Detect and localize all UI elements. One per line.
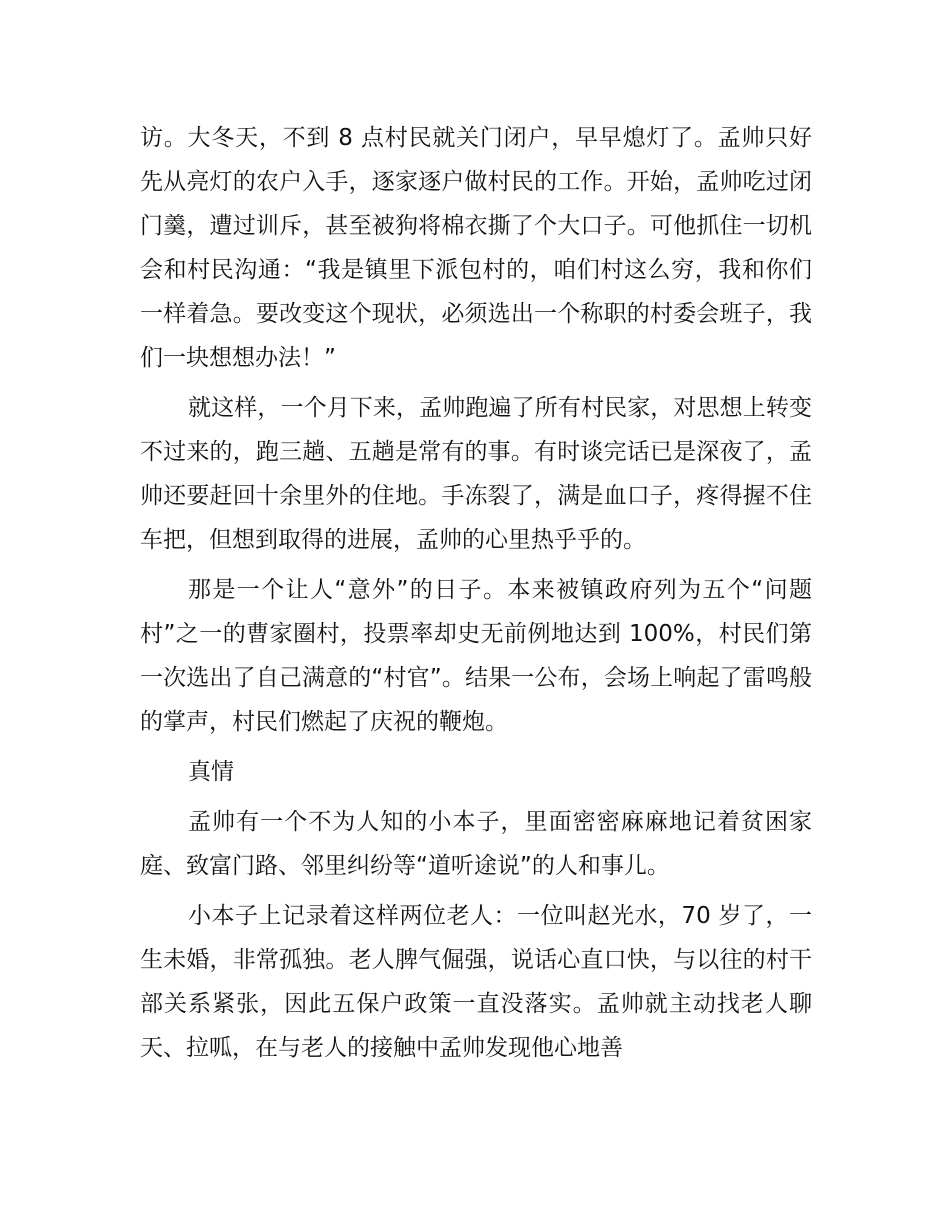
article-body: [140, 116, 812, 1076]
paragraph-elders: 小本子上记录着这样两位老人：一位叫赵光水，70 岁了，一生未婚，非常孤独。老人脾气倔强，说话心直口快，与以往的村干部关系紧张，因此五保户政策一直没落实。孟帅就主动找老人聊天、拉呱，在与老人的接触中孟帅发现他心地善: [140, 903, 812, 1061]
paragraph-election: 那是一个让人“意外”的日子。本来被镇政府列为五个“问题村”之一的曹家圈村，投票率却史无前例地达到 100%，村民们第一次选出了自己满意的“村官”。结果一公布，会场上响起了雷鸣般的掌声，村民们燃起了庆祝的鞭炮。: [140, 577, 812, 735]
paragraph-notebook: 孟帅有一个不为人知的小本子，里面密密麻麻地记着贫困家庭、致富门路、邻里纠纷等“道听途说”的人和事儿。: [140, 809, 812, 879]
paragraph-visits: 就这样，一个月下来，孟帅跑遍了所有村民家，对思想上转变不过来的，跑三趟、五趟是常有的事。有时谈完话已是深夜了，孟帅还要赶回十余里外的住地。手冻裂了，满是血口子，疼得握不住车把，但想到取得的进展，孟帅的心里热乎乎的。: [140, 395, 812, 553]
section-heading: 真情: [188, 759, 234, 785]
paragraph-continuation: 访。大冬天，不到 8 点村民就关门闭户，早早熄灯了。孟帅只好先从亮灯的农户入手，逐家逐户做村民的工作。开始，孟帅吃过闭门羹，遭过训斥，甚至被狗将棉衣撕了个大口子。可他抓住一切机会和村民沟通：“我是镇里下派包村的，咱们村这么穷，我和你们一样着急。要改变这个现状，必须选出一个称职的村委会班子，我们一块想想办法！”: [140, 125, 812, 371]
